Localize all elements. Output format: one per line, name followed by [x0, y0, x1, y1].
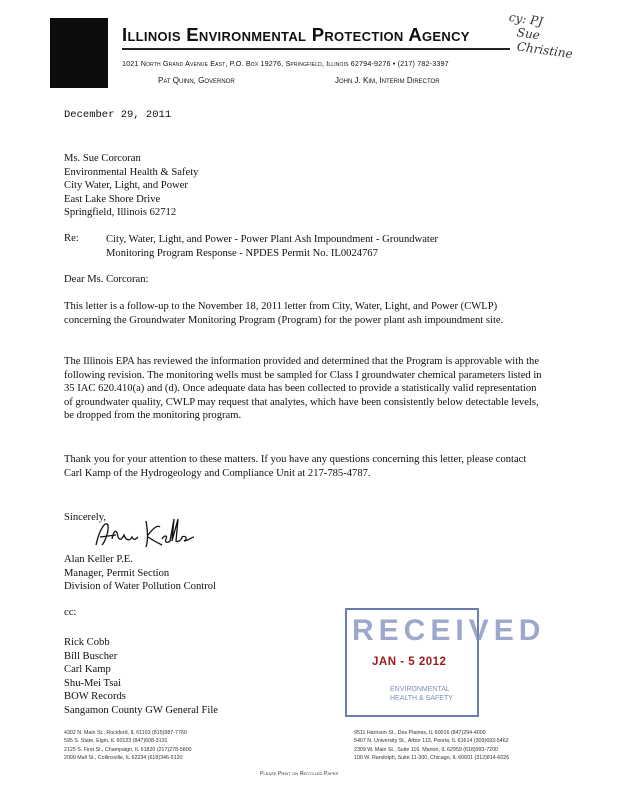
- cc-recipient: Sangamon County GW General File: [64, 704, 218, 716]
- agency-logo: [50, 18, 108, 88]
- handwritten-cc-note: [504, 10, 577, 61]
- re-line-2: Monitoring Program Response - NPDES Permit No. IL0024767: [106, 247, 378, 259]
- cc-recipient: Shu-Mei Tsai: [64, 677, 122, 689]
- recipient-dept: Environmental Health & Safety: [64, 166, 199, 178]
- footer-office: 9511 Harrison St., Des Plaines, IL 60016 (847)294-4000: [354, 730, 486, 736]
- received-stamp-date: JAN - 5 2012: [372, 656, 447, 668]
- handwritten-line: cy: PJ: [508, 10, 544, 29]
- signer-division: Division of Water Pollution Control: [64, 581, 216, 592]
- re-label: Re:: [64, 233, 79, 244]
- received-stamp-word: RECEIVED: [352, 614, 546, 647]
- closing: Sincerely,: [64, 512, 106, 523]
- body-paragraph-2: The Illinois EPA has reviewed the information provided and determined that the Program is approvable with the following revision. The monitoring wells must be sampled for Class I groundwater chemical parameters listed in 35 IAC 620.410(a) and (d). Once adequate data has been collected to provide a statistically valid representation of groundwater quality, CWLP may request that analytes, which have been consistently below detectable levels, be dropped from the monitoring program.: [64, 356, 542, 421]
- salutation: Dear Ms. Corcoran:: [64, 274, 149, 285]
- cc-label: cc:: [64, 607, 77, 618]
- footer-office: 2125 S. First St., Champaign, IL 61820 (217)278-5800: [64, 746, 192, 753]
- letter-date: December 29, 2011: [64, 109, 172, 121]
- footer-office: 100 W. Randolph, Suite 11-300, Chicago, IL 60601 (312)814-6026: [354, 754, 510, 761]
- director-name: John J. Kim, Interim Director: [335, 76, 440, 85]
- received-stamp-line-2: HEALTH & SAFETY: [390, 695, 453, 702]
- received-stamp-line-1: ENVIRONMENTAL: [390, 686, 450, 693]
- re-subject: [106, 233, 526, 260]
- footer-offices-left: [64, 729, 192, 762]
- signer-name: Alan Keller P.E.: [64, 554, 133, 565]
- recipient-city: Springfield, Illinois 62712: [64, 207, 177, 218]
- footer-office: 5407 N. University St., Arbor 113, Peoria, IL 61614 (309)693-5462: [354, 738, 509, 745]
- cc-recipient: Carl Kamp: [64, 664, 111, 675]
- footer-offices-right: [354, 729, 509, 762]
- signature: [90, 515, 200, 555]
- cc-recipient: BOW Records: [64, 691, 126, 702]
- body-paragraph-1: This letter is a follow-up to the November 18, 2011 letter from City, Water, Light, and Power (CWLP) concerning the Groundwater Monitoring Program (Program) for the power plant ash impoundment site.: [64, 301, 504, 326]
- letterhead-divider: [122, 48, 510, 50]
- recipient-street: East Lake Shore Drive: [64, 193, 161, 205]
- signer-title: Manager, Permit Section: [64, 567, 170, 579]
- re-line-1: City, Water, Light, and Power - Power Plant Ash Impoundment - Groundwater: [106, 234, 439, 245]
- recipient-name: Ms. Sue Corcoran: [64, 153, 141, 164]
- cc-recipient: Bill Buscher: [64, 650, 118, 662]
- handwritten-line: Sue: [516, 25, 541, 43]
- footer-office: 2009 Mall St., Collinsville, IL 62234 (618)346-5120: [64, 754, 183, 761]
- footer-office: 595 S. State, Elgin, IL 60123 (847)608-3131: [64, 738, 168, 745]
- recipient-org: City Water, Light, and Power: [64, 180, 188, 191]
- agency-address: 1021 North Grand Avenue East, P.O. Box 19276, Springfield, Illinois 62794-9276 • (217) 782-3397: [122, 59, 449, 68]
- agency-name: Illinois Environmental Protection Agency: [122, 24, 470, 45]
- recycled-paper-note: Please Print on Recycled Paper: [260, 771, 339, 777]
- cc-recipient: Rick Cobb: [64, 637, 110, 648]
- footer-office: 2309 W. Main St., Suite 116, Marion, IL 62959 (618)993-7200: [354, 746, 498, 753]
- body-paragraph-3: Thank you for your attention to these matters. If you have any questions concerning this letter, please contact Carl Kamp of the Hydrogeology and Compliance Unit at 217-785-4787.: [64, 454, 527, 479]
- footer-office: 4302 N. Main St., Rockford, IL 61103 (815)987-7760: [64, 730, 187, 736]
- handwritten-line: Christine: [516, 39, 574, 62]
- governor-name: Pat Quinn, Governor: [158, 76, 235, 85]
